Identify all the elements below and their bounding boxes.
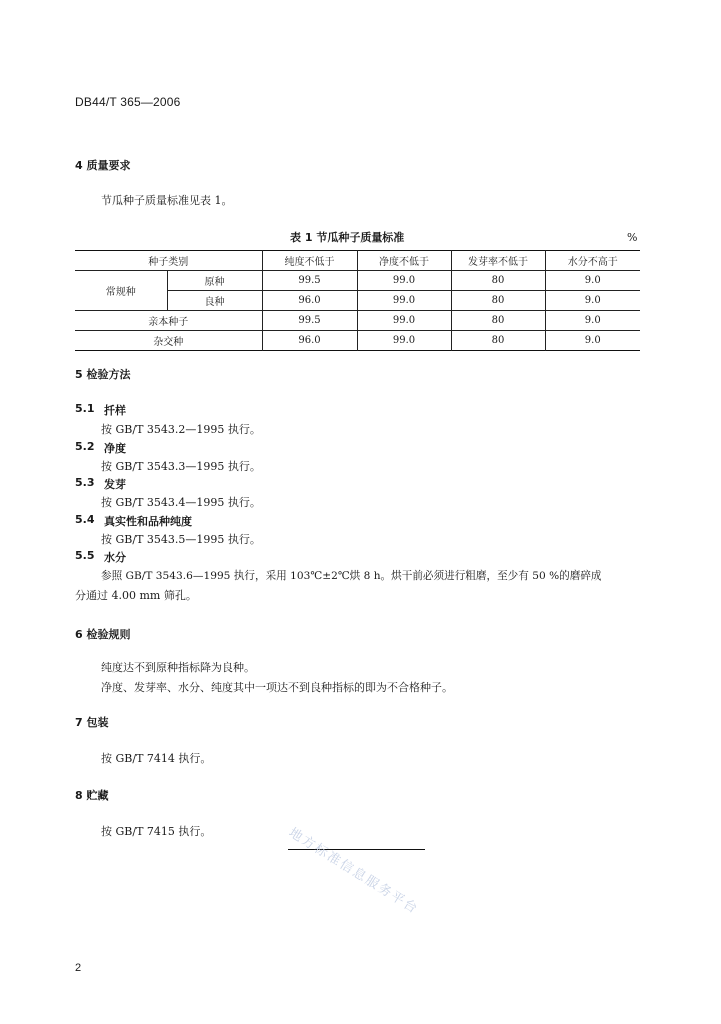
section-5-1-text: 按 GB/T 3543.2—1995 执行。 [101, 423, 261, 436]
section-7-text: 按 GB/T 7414 执行。 [101, 752, 212, 765]
section-5-3-text: 按 GB/T 3543.4—1995 执行。 [101, 496, 261, 509]
section-5-2-text: 按 GB/T 3543.3—1995 执行。 [101, 460, 261, 473]
section-5-2-title: 净度 [104, 442, 126, 455]
section-8-text: 按 GB/T 7415 执行。 [101, 825, 212, 838]
section-5-4-title: 真实性和品种纯度 [104, 515, 192, 528]
header-purity: 纯度不低于 [262, 251, 357, 271]
section-5-5-title: 水分 [104, 551, 126, 564]
cell-moisture: 9.0 [545, 291, 640, 311]
header-cleanliness: 净度不低于 [357, 251, 451, 271]
cell-germination: 80 [451, 271, 545, 291]
watermark: 地方标准信息服务平台 [285, 825, 422, 918]
document-code: DB44/T 365—2006 [75, 95, 181, 109]
section-7-title: 7 包装 [75, 716, 109, 729]
row-sub-label: 原种 [167, 271, 262, 291]
section-5-5-text: 参照 GB/T 3543.6—1995 执行，采用 103℃±2℃烘 8 h。烘干前必须进行粗磨，至少有 50 %的磨碎成 [101, 570, 602, 582]
row-sub-label: 良种 [167, 291, 262, 311]
header-germination: 发芽率不低于 [451, 251, 545, 271]
section-5-1-title: 扦样 [104, 404, 126, 417]
cell-moisture: 9.0 [545, 271, 640, 291]
row-label: 亲本种子 [75, 311, 262, 331]
cell-moisture: 9.0 [545, 311, 640, 331]
section-5-title: 5 检验方法 [75, 368, 131, 381]
section-5-3-title: 发芽 [104, 478, 126, 491]
quality-standard-table [75, 250, 640, 351]
cell-cleanliness: 99.0 [357, 291, 451, 311]
section-6-line-2: 净度、发芽率、水分、纯度其中一项达不到良种指标的即为不合格种子。 [101, 681, 453, 694]
section-5-5-text-continued: 分通过 4.00 mm 筛孔。 [75, 589, 197, 602]
table-row [75, 331, 640, 351]
section-5-5-number: 5.5 [75, 549, 95, 562]
section-5-4-number: 5.4 [75, 513, 95, 526]
cell-cleanliness: 99.0 [357, 331, 451, 351]
page-number: 2 [75, 962, 82, 974]
table-row [75, 311, 640, 331]
cell-germination: 80 [451, 331, 545, 351]
cell-purity: 99.5 [262, 271, 357, 291]
cell-germination: 80 [451, 291, 545, 311]
table-header-row [75, 251, 640, 271]
cell-germination: 80 [451, 311, 545, 331]
cell-purity: 96.0 [262, 291, 357, 311]
header-moisture: 水分不高于 [545, 251, 640, 271]
header-seed-type: 种子类别 [75, 251, 262, 271]
table-row [75, 271, 640, 291]
cell-cleanliness: 99.0 [357, 311, 451, 331]
section-5-1-number: 5.1 [75, 402, 95, 415]
row-label: 杂交种 [75, 331, 262, 351]
cell-cleanliness: 99.0 [357, 271, 451, 291]
section-8-title: 8 贮藏 [75, 789, 109, 802]
cell-purity: 99.5 [262, 311, 357, 331]
cell-moisture: 9.0 [545, 331, 640, 351]
table-caption: 表 1 节瓜种子质量标准 [290, 231, 405, 244]
section-6-title: 6 检验规则 [75, 628, 131, 641]
section-5-4-text: 按 GB/T 3543.5—1995 执行。 [101, 533, 261, 546]
table-unit: % [627, 231, 638, 244]
section-5-3-number: 5.3 [75, 476, 95, 489]
section-5-2-number: 5.2 [75, 440, 95, 453]
section-4-text: 节瓜种子质量标准见表 1。 [101, 194, 233, 207]
section-6-line-1: 纯度达不到原种指标降为良种。 [101, 661, 255, 674]
row-group-label: 常规种 [75, 271, 167, 311]
section-4-title: 4 质量要求 [75, 159, 131, 172]
cell-purity: 96.0 [262, 331, 357, 351]
